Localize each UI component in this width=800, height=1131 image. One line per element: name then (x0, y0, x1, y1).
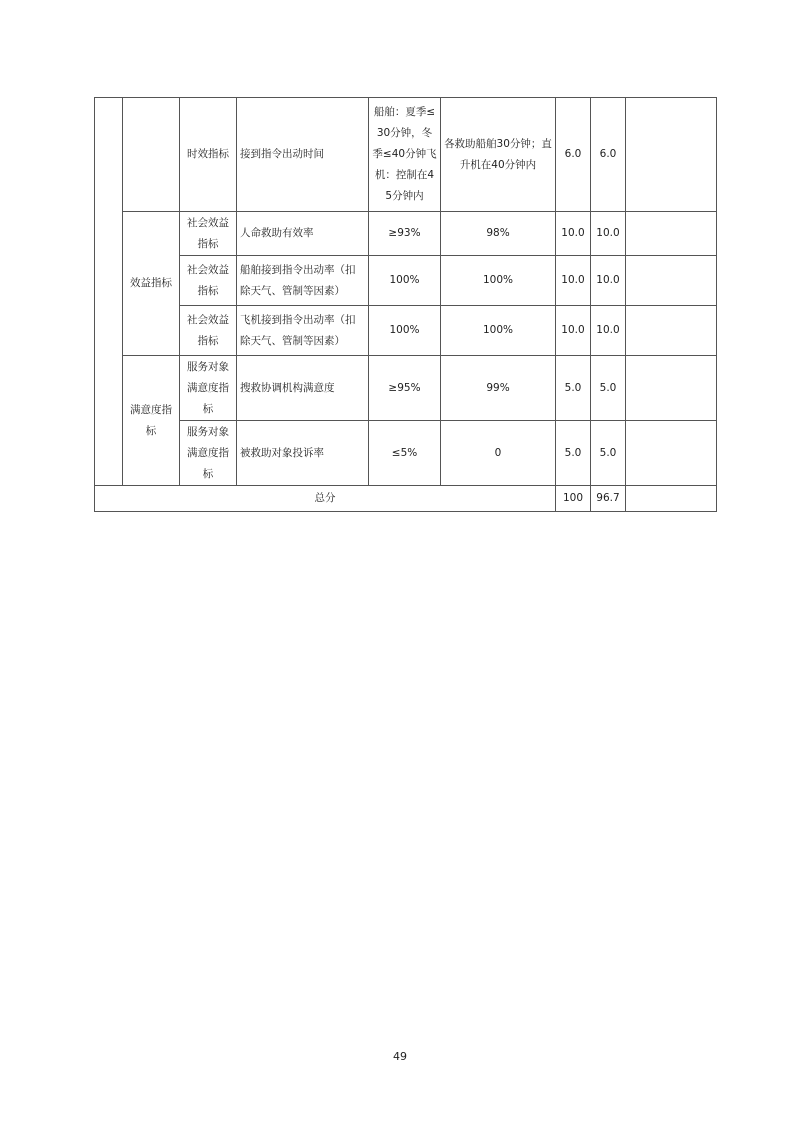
level3-indicator-cell: 社会效益指标 (180, 212, 237, 256)
weight-cell: 10.0 (556, 256, 591, 306)
indicator-name-cell: 船舶接到指令出动率（扣除天气、管制等因素） (237, 256, 369, 306)
note-cell (626, 356, 717, 421)
table-row (95, 421, 717, 486)
weight-cell: 10.0 (556, 306, 591, 356)
actual-value-cell: 各救助船舶30分钟；直升机在40分钟内 (441, 98, 556, 212)
score-cell: 10.0 (591, 256, 626, 306)
actual-value-cell: 100% (441, 256, 556, 306)
performance-indicator-table (94, 97, 717, 512)
level3-indicator-cell: 服务对象满意度指标 (180, 356, 237, 421)
annual-target-cell: 船舶：夏季≤30分钟，冬季≤40分钟飞机：控制在45分钟内 (369, 98, 441, 212)
weight-cell: 10.0 (556, 212, 591, 256)
total-weight-cell: 100 (556, 486, 591, 512)
indicator-name-cell: 接到指令出动时间 (237, 98, 369, 212)
level2-indicator-cell (123, 98, 180, 212)
total-label: 总分 (95, 486, 556, 512)
level1-indicator-cell (95, 98, 123, 486)
table-row (95, 356, 717, 421)
score-cell: 5.0 (591, 356, 626, 421)
page-number: 49 (393, 1050, 407, 1063)
score-cell: 10.0 (591, 212, 626, 256)
level3-indicator-cell: 服务对象满意度指标 (180, 421, 237, 486)
total-row (95, 486, 717, 512)
indicator-name-cell: 飞机接到指令出动率（扣除天气、管制等因素） (237, 306, 369, 356)
total-note-cell (626, 486, 717, 512)
actual-value-cell: 0 (441, 421, 556, 486)
level3-indicator-cell: 时效指标 (180, 98, 237, 212)
score-cell: 5.0 (591, 421, 626, 486)
weight-cell: 6.0 (556, 98, 591, 212)
annual-target-cell: 100% (369, 306, 441, 356)
weight-cell: 5.0 (556, 356, 591, 421)
annual-target-cell: 100% (369, 256, 441, 306)
level3-indicator-cell: 社会效益指标 (180, 256, 237, 306)
note-cell (626, 421, 717, 486)
annual-target-cell: ≥95% (369, 356, 441, 421)
actual-value-cell: 98% (441, 212, 556, 256)
total-score-cell: 96.7 (591, 486, 626, 512)
note-cell (626, 306, 717, 356)
actual-value-cell: 100% (441, 306, 556, 356)
weight-cell: 5.0 (556, 421, 591, 486)
note-cell (626, 256, 717, 306)
indicator-name-cell: 人命救助有效率 (237, 212, 369, 256)
score-cell: 10.0 (591, 306, 626, 356)
level2-indicator-cell: 满意度指标 (123, 356, 180, 486)
indicator-name-cell: 搜救协调机构满意度 (237, 356, 369, 421)
table-row (95, 212, 717, 256)
level3-indicator-cell: 社会效益指标 (180, 306, 237, 356)
note-cell (626, 212, 717, 256)
note-cell (626, 98, 717, 212)
annual-target-cell: ≥93% (369, 212, 441, 256)
actual-value-cell: 99% (441, 356, 556, 421)
table-row (95, 306, 717, 356)
score-cell: 6.0 (591, 98, 626, 212)
annual-target-cell: ≤5% (369, 421, 441, 486)
level2-indicator-cell: 效益指标 (123, 212, 180, 356)
table-row (95, 98, 717, 212)
indicator-name-cell: 被救助对象投诉率 (237, 421, 369, 486)
table-row (95, 256, 717, 306)
